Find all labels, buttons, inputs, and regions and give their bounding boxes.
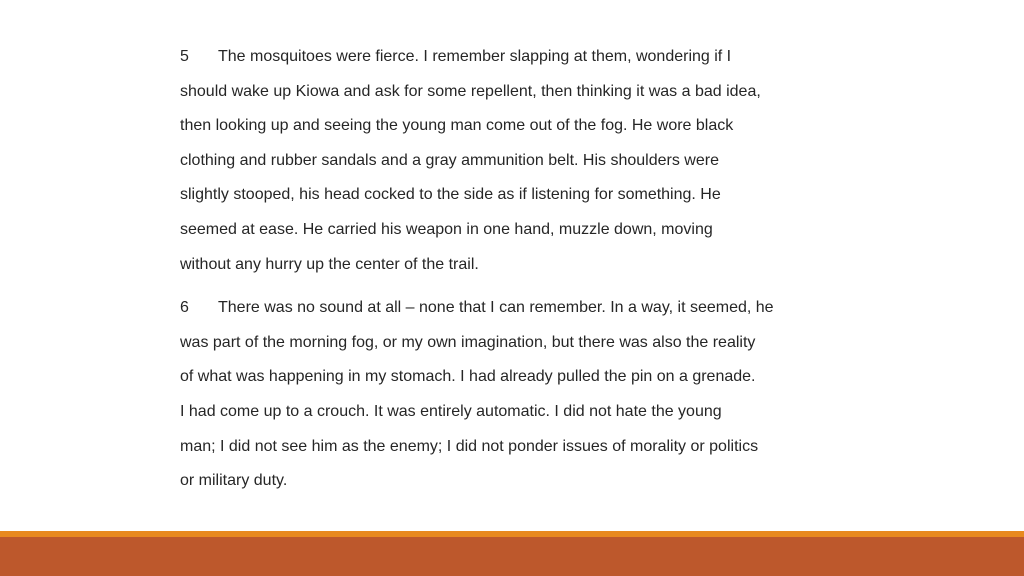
paragraph-line: then looking up and seeing the young man come out of the fog. He wore black (180, 117, 734, 135)
paragraph-line: of what was happening in my stomach. I had already pulled the pin on a grenade. (180, 368, 756, 386)
paragraph-line: without any hurry up the center of the trail. (180, 255, 479, 273)
paragraph-line (180, 291, 844, 326)
paragraph-line: slightly stooped, his head cocked to the side as if listening for something. He (180, 186, 721, 204)
paragraph-5 (180, 40, 844, 282)
paragraph-number: 6 (180, 299, 189, 317)
paragraph-line: seemed at ease. He carried his weapon in one hand, muzzle down, moving (180, 220, 713, 238)
paragraph-line-text: There was no sound at all – none that I can remember. In a way, it seemed, he (218, 299, 774, 317)
footer-band (0, 537, 1024, 576)
paragraph-line (180, 40, 844, 75)
paragraph-line: clothing and rubber sandals and a gray ammunition belt. His shoulders were (180, 151, 719, 169)
paragraph-line: or military duty. (180, 472, 288, 490)
paragraph-line: should wake up Kiowa and ask for some repellent, then thinking it was a bad idea, (180, 82, 761, 100)
paragraph-line: was part of the morning fog, or my own imagination, but there was also the reality (180, 333, 756, 351)
paragraph-6 (180, 291, 844, 499)
paragraph-number: 5 (180, 48, 189, 65)
paragraph-line: man; I did not see him as the enemy; I did not ponder issues of morality or politics (180, 437, 759, 455)
paragraph-line: I had come up to a crouch. It was entirely automatic. I did not hate the young (180, 402, 722, 420)
text-body (180, 40, 844, 508)
paragraph-line-text: The mosquitoes were fierce. I remember slapping at them, wondering if I (218, 48, 732, 65)
